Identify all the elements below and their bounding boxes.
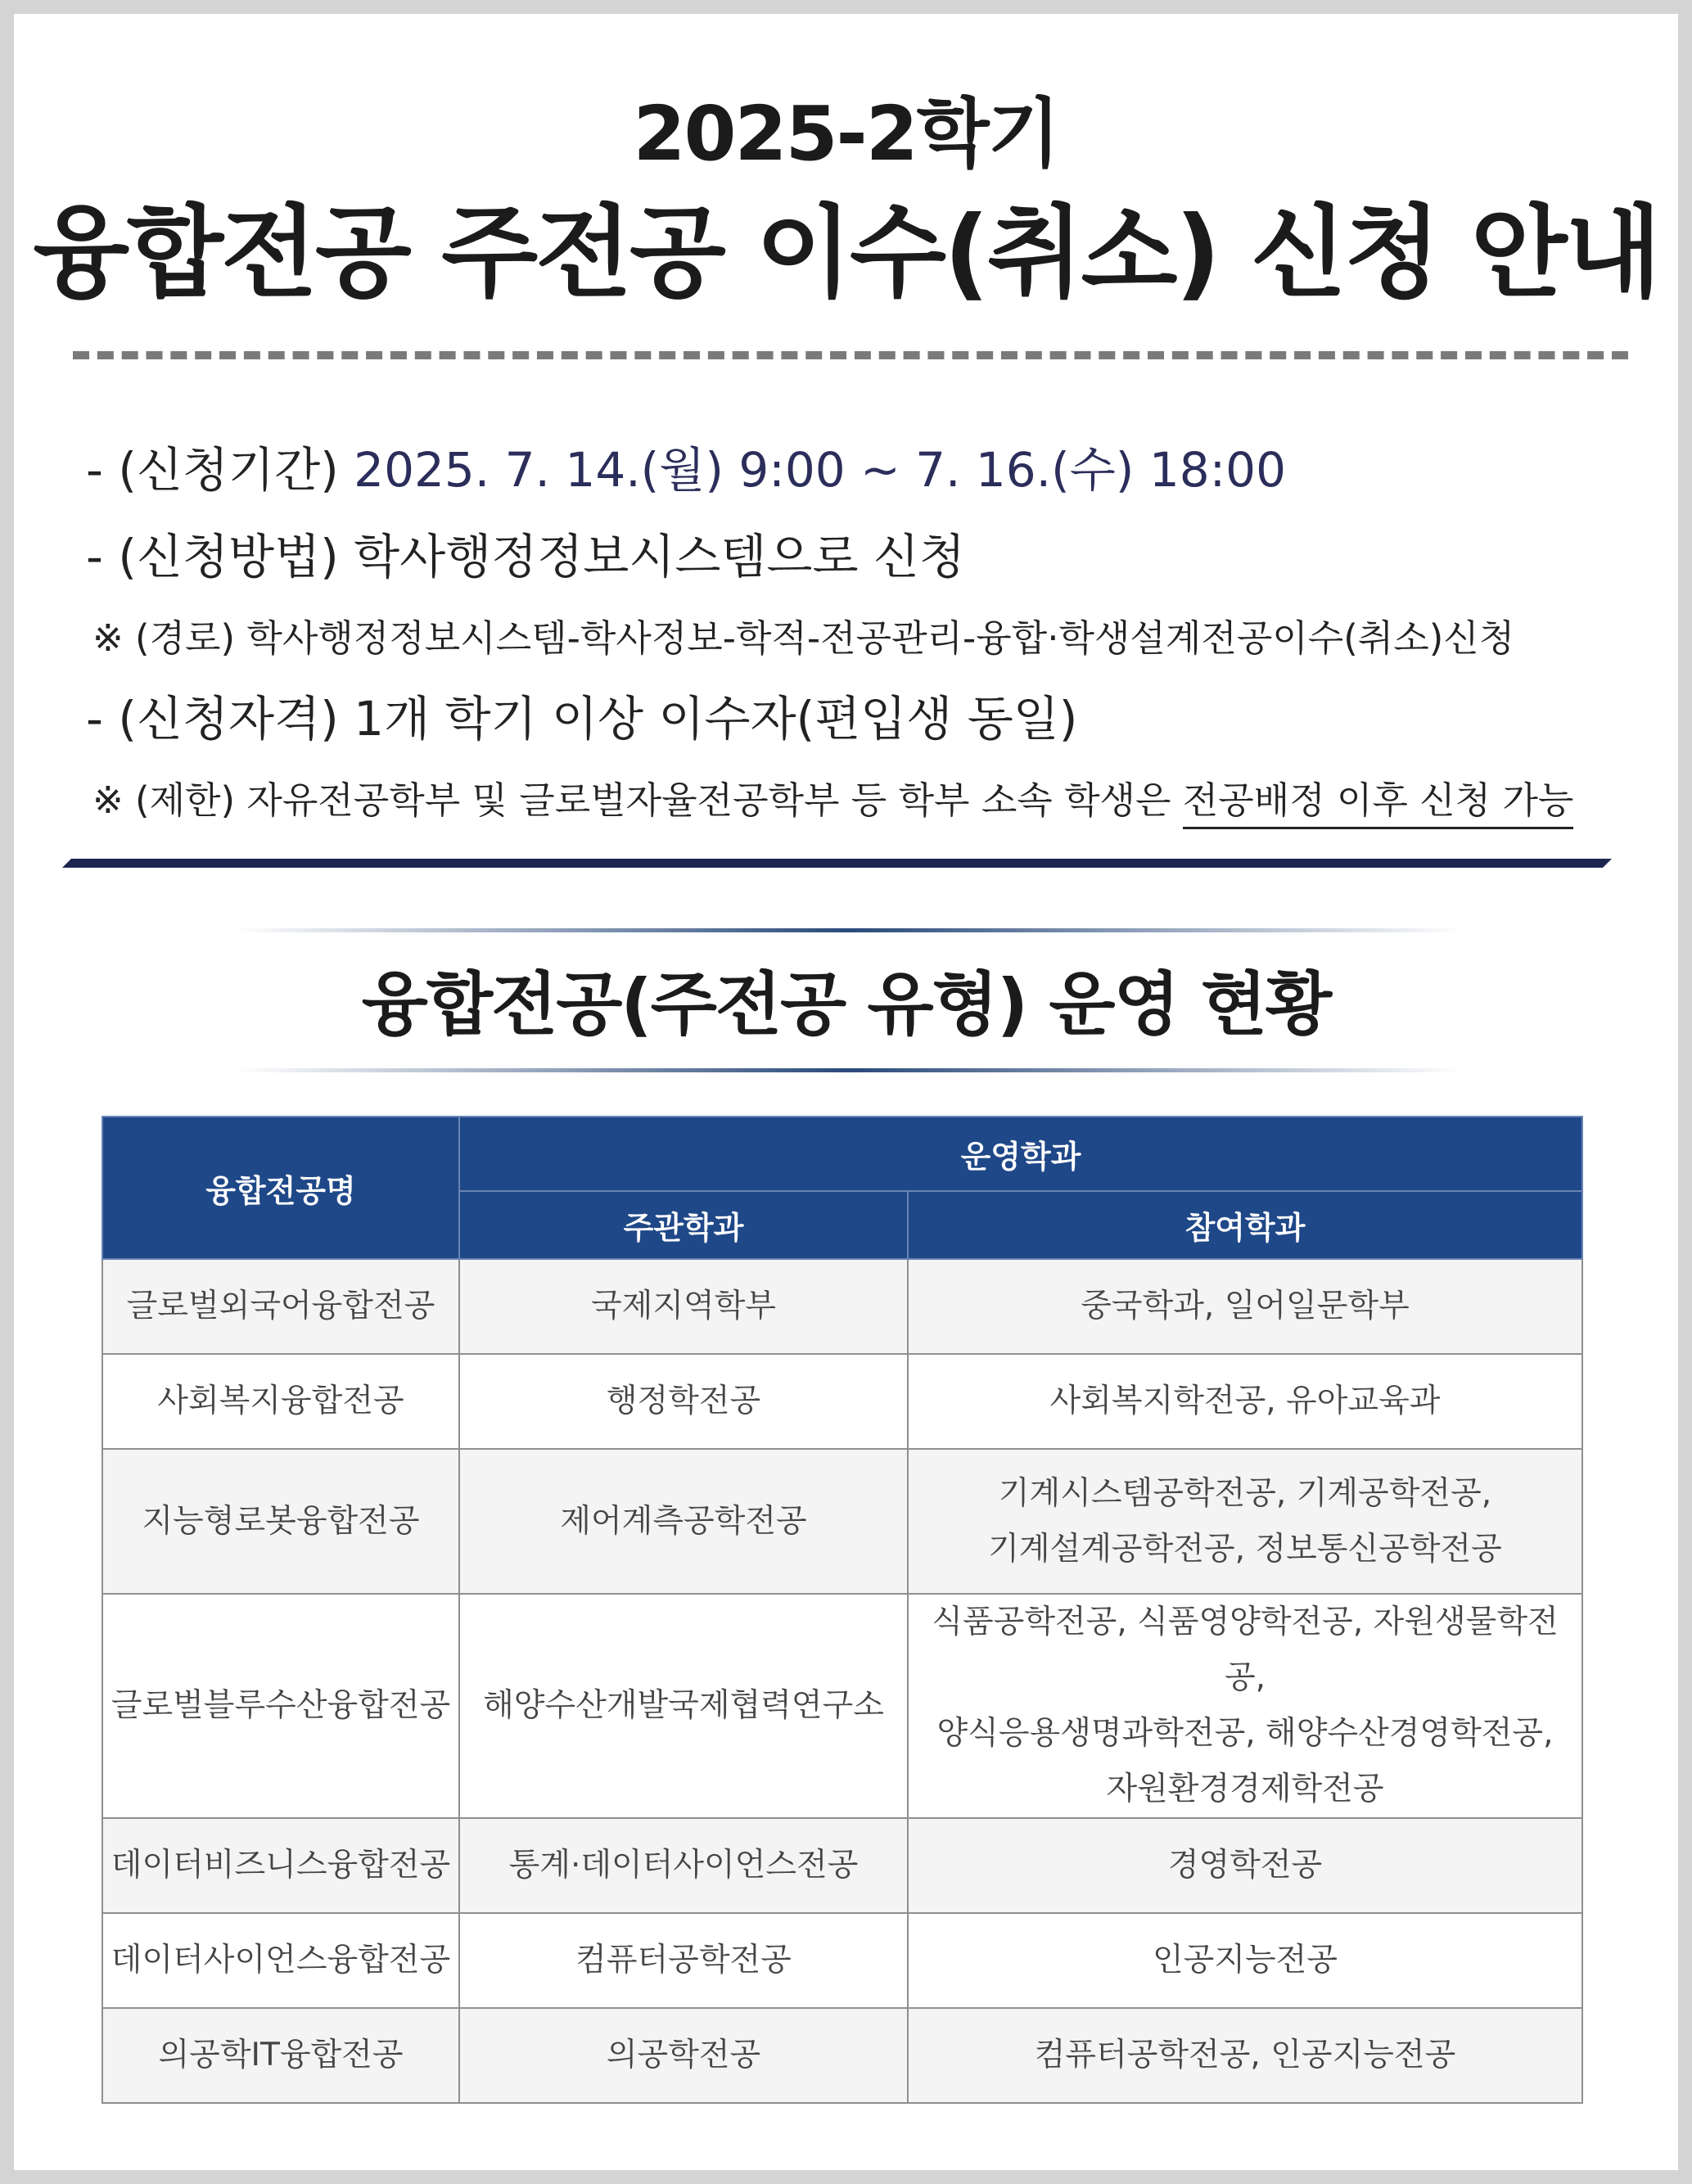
cell-participating: 기계시스템공학전공, 기계공학전공, 기계설계공학전공, 정보통신공학전공 (908, 1449, 1582, 1594)
table-row (102, 1594, 1582, 1818)
period-label: - (신청기간) (86, 442, 339, 498)
cell-major-name: 글로벌블루수산융합전공 (102, 1594, 459, 1818)
cell-main-dept: 해양수산개발국제협력연구소 (459, 1594, 908, 1818)
convergence-major-table (102, 1116, 1583, 2104)
cell-participating: 인공지능전공 (908, 1913, 1582, 2008)
table-row (102, 1818, 1582, 1913)
cell-major-name: 데이터사이언스융합전공 (102, 1913, 459, 2008)
page-title: 융합전공 주전공 이수(취소) 신청 안내 (33, 195, 1659, 311)
cell-participating: 경영학전공 (908, 1818, 1582, 1913)
dashed-divider (73, 351, 1628, 359)
cell-major-name: 의공학IT융합전공 (102, 2008, 459, 2103)
restriction-text: ※ (제한) 자유전공학부 및 글로벌자율전공학부 등 학부 소속 학생은 (92, 778, 1183, 822)
application-period (86, 441, 1286, 499)
cell-major-name: 데이터비즈니스융합전공 (102, 1818, 459, 1913)
cell-main-dept: 국제지역학부 (459, 1259, 908, 1354)
table-row (102, 2008, 1582, 2103)
table-row (102, 1259, 1582, 1354)
section-title: 융합전공(주전공 유형) 운영 현황 (361, 964, 1331, 1045)
cell-major-name: 글로벌외국어융합전공 (102, 1259, 459, 1354)
period-value: 2025. 7. 14.(월) 9:00 ~ 7. 16.(수) 18:00 (354, 442, 1286, 498)
restriction-note (92, 776, 1573, 825)
col-header-participating: 참여학과 (908, 1191, 1582, 1259)
col-header-main-dept: 주관학과 (459, 1191, 908, 1259)
table-row (102, 1354, 1582, 1449)
cell-participating: 중국학과, 일어일문학부 (908, 1259, 1582, 1354)
cell-main-dept: 통계·데이터사이언스전공 (459, 1818, 908, 1913)
cell-participating: 식품공학전공, 식품영양학전공, 자원생물학전공, 양식응용생명과학전공, 해양수산경영학전공, 자원환경경제학전공 (908, 1594, 1582, 1818)
page-title-semester: 2025-2학기 (633, 90, 1059, 178)
cell-main-dept: 제어계측공학전공 (459, 1449, 908, 1594)
cell-main-dept: 컴퓨터공학전공 (459, 1913, 908, 2008)
cell-participating: 컴퓨터공학전공, 인공지능전공 (908, 2008, 1582, 2103)
application-route: ※ (경로) 학사행정정보시스템-학사정보-학적-전공관리-융합·학생설계전공이수(취소)신청 (92, 616, 1515, 660)
application-method: - (신청방법) 학사행정정보시스템으로 신청 (86, 529, 965, 584)
cell-major-name: 지능형로봇융합전공 (102, 1449, 459, 1594)
table-row (102, 1913, 1582, 2008)
eligibility: - (신청자격) 1개 학기 이상 이수자(편입생 동일) (86, 691, 1078, 747)
navy-divider (62, 859, 1612, 868)
restriction-emphasis: 전공배정 이후 신청 가능 (1183, 778, 1574, 829)
section-rule-top (235, 928, 1463, 932)
section-rule-bottom (235, 1068, 1463, 1072)
cell-participating: 사회복지학전공, 유아교육과 (908, 1354, 1582, 1449)
col-header-name: 융합전공명 (102, 1117, 459, 1259)
cell-main-dept: 행정학전공 (459, 1354, 908, 1449)
notice-page (14, 14, 1678, 2170)
table-row (102, 1449, 1582, 1594)
cell-main-dept: 의공학전공 (459, 2008, 908, 2103)
col-header-operating: 운영학과 (459, 1117, 1582, 1191)
cell-major-name: 사회복지융합전공 (102, 1354, 459, 1449)
